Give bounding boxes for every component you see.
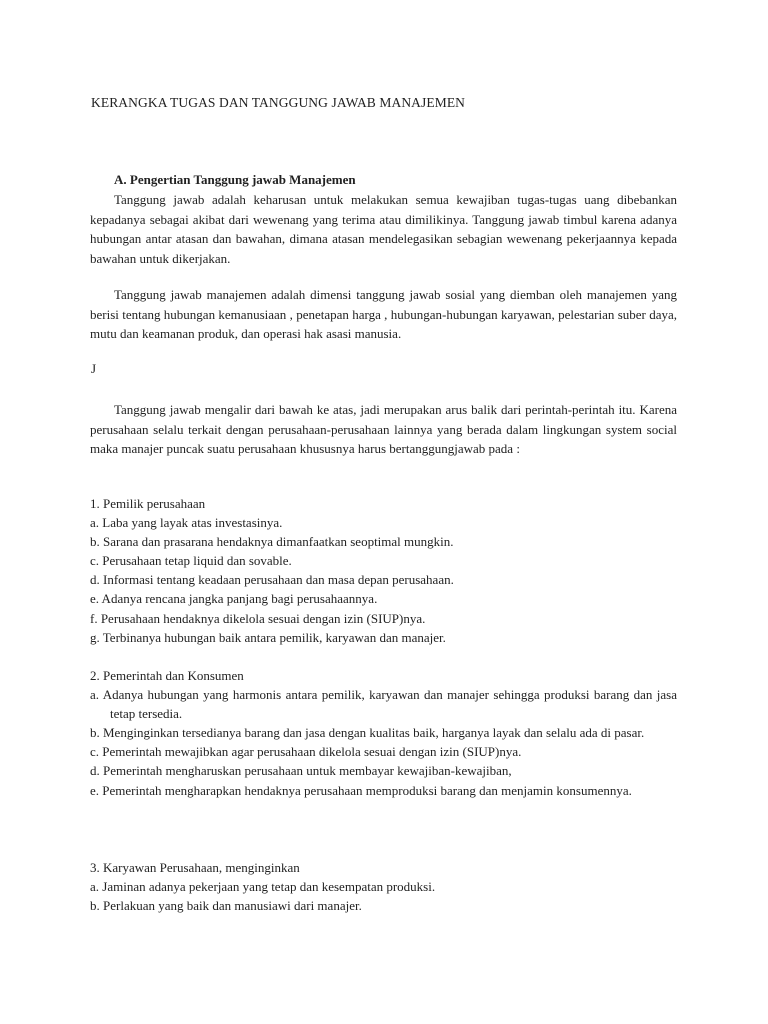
stray-letter: J <box>91 361 97 376</box>
section-a-heading: A. Pengertian Tanggung jawab Manajemen <box>114 172 356 187</box>
list-item: b. Perlakuan yang baik dan manusiawi dari manajer. <box>90 898 362 914</box>
list-item: a. Jaminan adanya pekerjaan yang tetap dan kesempatan produksi. <box>90 879 436 895</box>
list-item: b. Sarana dan prasarana hendaknya dimanfaatkan seoptimal mungkin. <box>90 534 454 550</box>
list-heading: 1. Pemilik perusahaan <box>90 496 206 511</box>
list-item: c. Perusahaan tetap liquid dan sovable. <box>90 553 292 569</box>
list-government-consumers <box>90 666 677 800</box>
list-item: d. Pemerintah mengharuskan perusahaan untuk membayar kewajiban-kewajiban, <box>90 763 512 779</box>
list-item: g. Terbinanya hubungan baik antara pemilik, karyawan dan manajer. <box>90 629 446 645</box>
list-item: d. Informasi tentang keadaan perusahaan dan masa depan perusahaan. <box>90 572 454 588</box>
paragraph-responsibility-flow: Tanggung jawab mengalir dari bawah ke atas, jadi merupakan arus balik dari perintah-perintah itu. Karena perusahaan selalu terkait dengan perusahaan-perusahaan lainnya yang berada dalam lingkungan system social maka manajer puncak suatu perusahaan khususnya harus bertanggungjawab pada : <box>90 402 677 457</box>
list-item: e. Pemerintah mengharapkan hendaknya perusahaan memproduksi barang dan menjamin konsumennya. <box>90 782 632 798</box>
list-item: b. Menginginkan tersedianya barang dan jasa dengan kualitas baik, harganya layak dan selalu ada di pasar. <box>90 725 645 741</box>
paragraph-definition: Tanggung jawab adalah keharusan untuk melakukan semua kewajiban tugas-tugas uang dibebankan kepadanya sebagai akibat dari wewenang yang terima atau dimilikinya. Tanggung jawab timbul karena adanya hubungan antar atasan dan bawahan, dimana atasan mendelegasikan sebagian wewenang pekerjaannya kepada bawahan untuk dikerjakan. <box>90 192 677 266</box>
list-employees <box>90 858 677 915</box>
list-owners <box>90 494 677 647</box>
list-item: c. Pemerintah mewajibkan agar perusahaan dikelola sesuai dengan izin (SIUP)nya. <box>90 744 522 760</box>
paragraph-management-responsibility: Tanggung jawab manajemen adalah dimensi tanggung jawab sosial yang diemban oleh manajemen yang berisi tentang hubungan kemanusiaan , penetapan harga , hubungan-hubungan karyawan, pelestarian suber daya, mutu dan keamanan produk, dan operasi hak asasi manusia. <box>90 287 677 342</box>
list-heading: 2. Pemerintah dan Konsumen <box>90 668 244 683</box>
list-item: a. Adanya hubungan yang harmonis antara pemilik, karyawan dan manajer sehingga produksi barang dan jasa tetap tersedia. <box>90 687 677 722</box>
list-heading: 3. Karyawan Perusahaan, menginginkan <box>90 860 300 875</box>
list-item: a. Laba yang layak atas investasinya. <box>90 515 283 531</box>
document-title: KERANGKA TUGAS DAN TANGGUNG JAWAB MANAJEMEN <box>91 95 466 110</box>
list-item: e. Adanya rencana jangka panjang bagi perusahaannya. <box>90 591 378 607</box>
list-item: f. Perusahaan hendaknya dikelola sesuai dengan izin (SIUP)nya. <box>90 610 426 626</box>
